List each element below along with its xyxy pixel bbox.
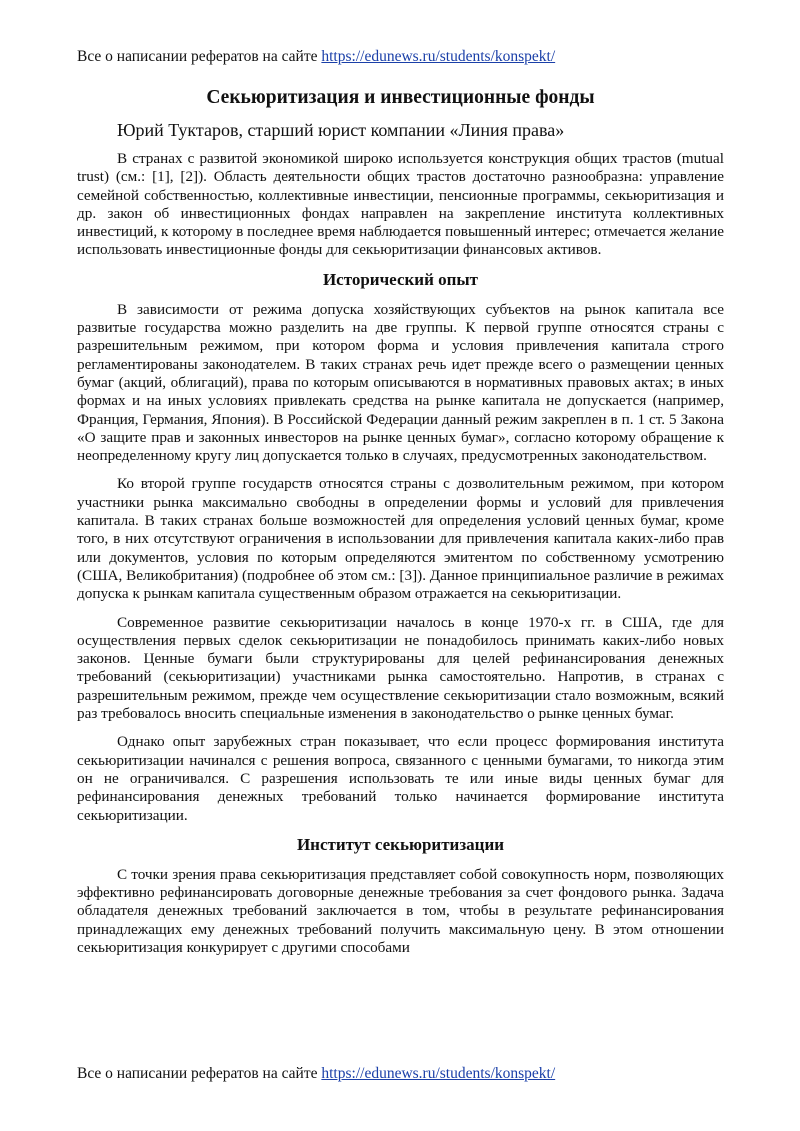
section-heading-institute: Институт секьюритизации: [296, 834, 505, 854]
paragraph: С точки зрения права секьюритизация представляет собой совокупность норм, позволяющих эффективно рефинансировать договорные денежные требования за счет фондового рынка. Задача обладателя денежных требований заключается в том, чтобы в результате рефинансирования принадлежащих ему денежных требований получить максимальную цену. В этом отношении секьюритизация конкурирует с другими способами: [77, 865, 724, 956]
document-title: Секьюритизация и инвестиционные фонды: [206, 87, 595, 108]
document-body: [77, 150, 724, 967]
footer-link[interactable]: https://edunews.ru/students/konspekt/: [321, 1065, 556, 1082]
footer-text: Все о написании рефератов на сайте: [77, 1065, 322, 1082]
paragraph: Ко второй группе государств относятся страны с дозволительным режимом, при котором участники рынка максимально свободны в определении формы и условий для привлечения капитала. В таких странах больше возможностей для определения условий ценных бумаг, кроме того, в них отсутствуют ограничения в использовании для привлечения капитала каких-либо прав или документов, условия по которым определяются эмитентом по собственному усмотрению (США, Великобритания) (подробнее об этом см.: [3]). Данное принципиальное различие в режимах допуска к рынкам капитала существенным образом отражается на секьюритизации.: [77, 475, 724, 603]
section-heading-historical: Исторический опыт: [322, 269, 479, 289]
page-footer: [77, 1064, 555, 1084]
paragraph: Современное развитие секьюритизации началось в конце 1970-х гг. в США, где для осуществления первых сделок секьюритизации не понадобилось принимать каких-либо новых законов. Ценные бумаги были структурированы для целей рефинансирования денежных требований (секьюритизации) участниками рынка самостоятельно. Напротив, в странах с разрешительным режимом, прежде чем осуществление секьюритизации стало возможным, всякий раз требовалось вносить специальные изменения в законодательство о рынке ценных бумаг.: [77, 613, 724, 723]
header-text: Все о написании рефератов на сайте: [77, 48, 322, 65]
author-line: Юрий Туктаров, старший юрист компании «Линия права»: [117, 120, 565, 140]
paragraph: Однако опыт зарубежных стран показывает, что если процесс формирования института секьюритизации начинался с решения вопроса, связанного с ценными бумагами, то никогда этим он не ограничивался. С разрешения использовать те или иные виды ценных бумаг для рефинансирования денежных требований только начинается формирование института секьюритизации.: [77, 733, 724, 824]
header-link[interactable]: https://edunews.ru/students/konspekt/: [321, 48, 556, 65]
paragraph: В зависимости от режима допуска хозяйствующих субъектов на рынок капитала все развитые государства можно разделить на две группы. К первой группе относятся страны с разрешительным режимом, при котором форма и условия привлечения капитала строго регламентированы законодателем. В таких странах речь идет прежде всего о размещении ценных бумаг (акций, облигаций), права по которым описываются в нормативных правовых актах; в иных формах и на иных условиях привлекать средства на рынке капитала не допускается (например, Франция, Германия, Япония). В Российской Федерации данный режим закреплен в п. 1 ст. 5 Закона «О защите прав и законных инвесторов на рынке ценных бумаг», согласно которому обращение к неопределенному кругу лиц допускается только в случаях, предусмотренных законодательством.: [77, 300, 724, 465]
paragraph: В странах с развитой экономикой широко используется конструкция общих трастов (mutual trust) (см.: [1], [2]). Область деятельности общих трастов достаточно разнообразна: управление семейной собственностью, коллективные инвестиции, пенсионные программы, секьюритизация и др. закон об инвестиционных фондах направлен на закрепление института коллективных инвестиций, к которому в последнее время наблюдается повышенный интерес; отмечается желание использовать инвестиционные фонды для секьюритизации финансовых активов.: [77, 150, 724, 259]
page-header: [77, 47, 555, 67]
